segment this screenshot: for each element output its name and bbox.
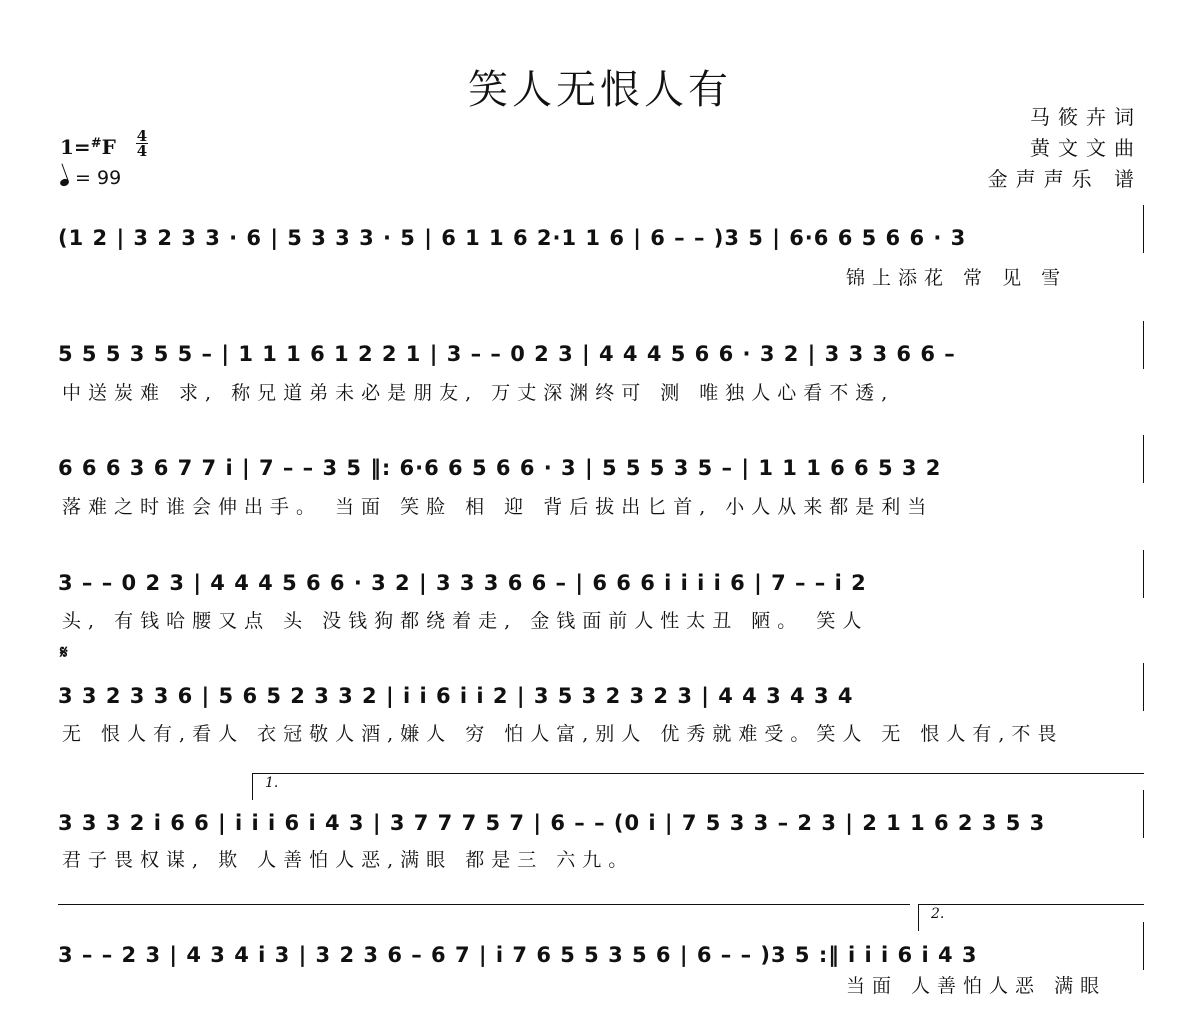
- notation-line: (1 2 | 3 2 3 3 · 6 | 5 3 3 3 · 5 | 6 1 1 6 2·1 1 6 | 6 – – )3 5 | 6·6 6 5 6 6 · 3: [58, 226, 967, 250]
- notation-line: 3 – – 2 3 | 4 3 4 i 3 | 3 2 3 6 – 6 7 | i 7 6 5 5 3 5 6 | 6 – – )3 5 :‖ i i i 6 i 4 3: [58, 943, 978, 967]
- quarter-note-icon: [59, 178, 70, 188]
- volta-1-continuation-line: [58, 904, 910, 905]
- score-system-3: [58, 435, 1144, 483]
- end-barline: [1143, 321, 1145, 369]
- volta-number: 1.: [265, 775, 279, 791]
- lyricist-credit: 马筱卉词: [1030, 105, 1142, 129]
- key-prefix: 1=: [60, 135, 91, 159]
- end-barline: [1143, 922, 1145, 970]
- score-system-2: [58, 321, 1144, 369]
- notation-line: 5 5 5 3 5 5 – | 1 1 1 6 1 2 2 1 | 3 – – 0 2 3 | 4 4 4 5 6 6 · 3 2 | 3 3 3 6 6 –: [58, 342, 956, 366]
- composer-credit: 黄文文曲: [1030, 136, 1142, 160]
- notation-line: 3 3 2 3 3 6 | 5 6 5 2 3 3 2 | i i 6 i i 2 | 3 5 3 2 3 2 3 | 4 4 3 4 3 4: [58, 684, 854, 708]
- end-barline: [1143, 435, 1145, 483]
- score-system-7: [58, 922, 1144, 970]
- score-system-4: [58, 550, 1144, 598]
- meter-bottom: 4: [136, 142, 148, 160]
- end-barline: [1143, 790, 1145, 838]
- lyric-line-3: 落难之时谁会伸出手。 当面 笑脸 相 迎 背后拔出匕首, 小人从来都是利当: [62, 496, 934, 518]
- key-tonic: F: [101, 135, 116, 159]
- transcriber-credit: 金声声乐 谱: [987, 167, 1142, 191]
- lyric-line-1: 锦上添花 常 见 雪: [846, 267, 1068, 289]
- score-system-5: [58, 663, 1144, 711]
- tempo-marking: [60, 167, 121, 189]
- lyric-line-4: 头, 有钱哈腰又点 头 没钱狗都绕着走, 金钱面前人性太丑 陋。 笑人: [62, 610, 869, 632]
- end-barline: [1143, 663, 1145, 711]
- tempo-value: = 99: [75, 167, 122, 189]
- end-barline: [1143, 550, 1145, 598]
- time-signature: [136, 129, 148, 158]
- volta-number: 2.: [931, 906, 945, 922]
- score-system-1: [58, 205, 1144, 253]
- sharp-icon: #: [90, 136, 102, 151]
- meter-top: 4: [136, 127, 148, 145]
- end-barline: [1143, 205, 1145, 253]
- lyric-line-6: 君子畏权谋, 欺 人善怕人恶,满眼 都是三 六九。: [62, 849, 635, 871]
- notation-line: 6 6 6 3 6 7 7 i | 7 – – 3 5 ‖: 6·6 6 5 6 6 · 3 | 5 5 5 3 5 – | 1 1 1 6 6 5 3 2: [58, 456, 942, 480]
- lyric-line-5: 无 恨人有,看人 衣冠敬人酒,嫌人 穷 怕人富,别人 优秀就难受。笑人 无 恨人有,不畏: [62, 723, 1064, 745]
- lyric-line-7: 当面 人善怕人恶 满眼: [846, 975, 1107, 997]
- song-title: 笑人无恨人有: [468, 67, 732, 113]
- score-system-6: [58, 790, 1144, 838]
- credits: [988, 102, 1142, 195]
- key-signature: [60, 132, 116, 159]
- segno-icon: 𝄋: [60, 642, 68, 663]
- notation-line: 3 – – 0 2 3 | 4 4 4 5 6 6 · 3 2 | 3 3 3 6 6 – | 6 6 6 i i i i 6 | 7 – – i 2: [58, 571, 867, 595]
- lyric-line-2: 中送炭难 求, 称兄道弟未必是朋友, 万丈深渊终可 测 唯独人心看不透,: [62, 382, 895, 404]
- notation-line: 3 3 3 2 i 6 6 | i i i 6 i 4 3 | 3 7 7 7 5 7 | 6 – – (0 i | 7 5 3 3 – 2 3 | 2 1 1 6 2 3 5 3: [58, 811, 1046, 835]
